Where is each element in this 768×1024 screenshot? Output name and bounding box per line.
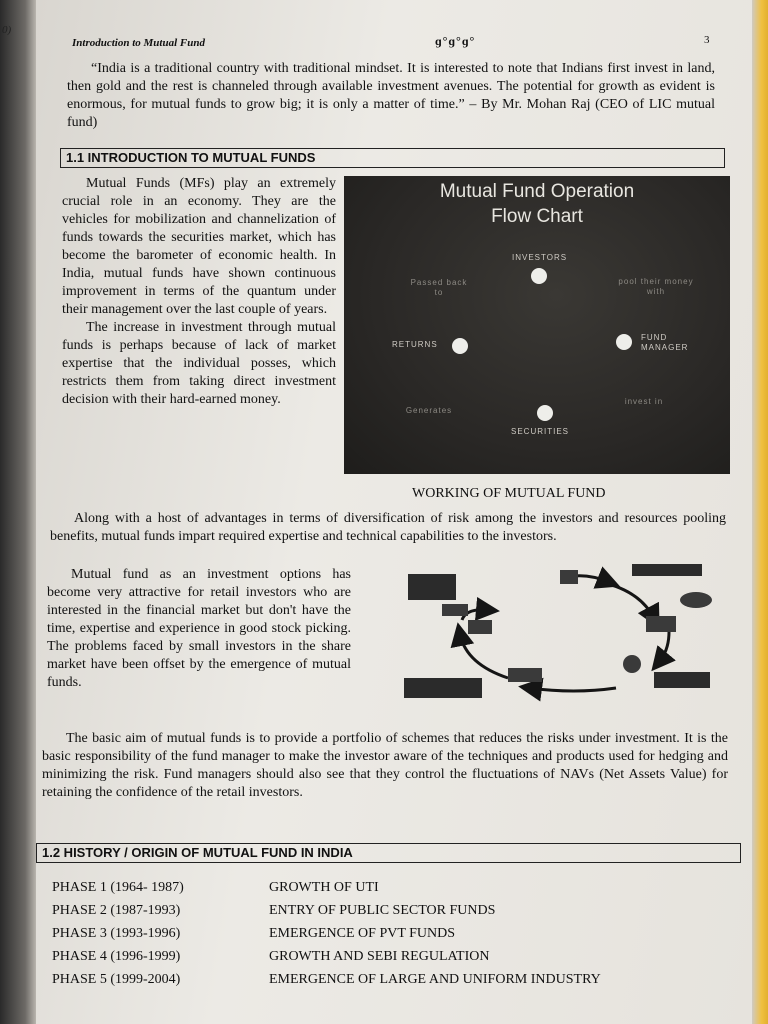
edge-label-generates: Generates	[405, 406, 453, 415]
node-investors	[531, 268, 547, 284]
securities-box	[404, 678, 482, 698]
phase-row	[52, 926, 712, 949]
savings-box	[632, 564, 702, 576]
page-number: 3	[704, 34, 710, 46]
running-header-title: Introduction to Mutual Fund	[72, 37, 205, 49]
figure-caption: WORKING OF MUTUAL FUND	[412, 486, 606, 501]
envelope-icon	[560, 570, 578, 584]
basic-aim-text: The basic aim of mutual funds is to provide a portfolio of schemes that reduces the risks under investment. It is the basic responsibility of the fund manager to make the investor aware of the techniques and products used for hedging and minimizing the risk. Fund managers should also see that they control the fluctuations of NAVs (Net Assets Value) for retaining the confidence of the retail investors.	[42, 731, 728, 800]
retail-investor-text: Mutual fund as an investment options has become very attractive for retail investors who are interested in the financial market but don't have the time, expertise and experience in good stock picking. The problems faced by small investors in the share market have been offset by the emergence of mutual funds.	[47, 567, 351, 690]
phase-row	[52, 903, 712, 926]
header-logo: ɡ°ɡ°ɡ°	[435, 34, 476, 48]
quote-text: “India is a traditional country with traditional mindset. It is interested to note that Indians first invest in land, then gold and the rest is channeled through available investment avenues. The potential for growth as evident is enormous, for mutual funds to grow big; it is only a matter of time.” – By Mr. Mohan Raj (CEO of LIC mutual fund)	[67, 61, 715, 130]
intro-paragraph-2: The increase in investment through mutual funds is perhaps because of lack of market expertise that the individual posses, which restricts them from taking direct investment decision with their hard-earned money.	[62, 320, 336, 407]
phases-list	[52, 880, 712, 995]
book-spine-left	[0, 0, 36, 1024]
phase-row	[52, 880, 712, 903]
corner-mark: 0)	[2, 24, 12, 36]
money-icon	[646, 616, 676, 632]
returns-box	[408, 574, 456, 600]
phase-description: GROWTH OF UTI	[269, 880, 379, 895]
intro-column	[62, 175, 336, 409]
node-fund-manager	[616, 334, 632, 350]
phase-name: PHASE 4 (1996-1999)	[52, 949, 181, 964]
section-heading-1-2: 1.2 HISTORY / ORIGIN OF MUTUAL FUND IN INDIA	[36, 843, 741, 863]
flow-chart-title	[344, 179, 730, 229]
node-label-returns: RETURNS	[392, 340, 438, 349]
phase-description: EMERGENCE OF PVT FUNDS	[269, 926, 456, 941]
phase-description: ENTRY OF PUBLIC SECTOR FUNDS	[269, 903, 496, 918]
edge-label-pool: pool their money with	[618, 277, 694, 296]
node-label-fund-manager: FUND MANAGER	[641, 333, 689, 352]
phase-description: EMERGENCE OF LARGE AND UNIFORM INDUSTRY	[269, 972, 601, 987]
opening-quote	[67, 60, 715, 132]
node-label-investors: INVESTORS	[512, 253, 568, 262]
mutual-fund-cycle-diagram	[404, 560, 730, 710]
node-label-securities: SECURITIES	[511, 427, 570, 436]
cash-icon	[442, 604, 468, 616]
edge-label-invest: invest in	[624, 397, 664, 406]
phase-name: PHASE 2 (1987-1993)	[52, 903, 181, 918]
flow-chart-title-line1: Mutual Fund Operation	[439, 181, 635, 202]
retail-investor-paragraph	[47, 566, 351, 692]
benefits-text: Along with a host of advantages in terms of diversification of risk among the investors and resources pooling benefits, mutual funds impart required expertise and technical capabilities to the investors.	[50, 511, 726, 544]
phase-name: PHASE 5 (1999-2004)	[52, 972, 181, 987]
stack-icon	[508, 668, 542, 682]
node-returns	[452, 338, 468, 354]
bull-icon	[468, 620, 492, 634]
phase-name: PHASE 3 (1993-1996)	[52, 926, 181, 941]
manager-box	[654, 672, 710, 688]
benefits-paragraph	[50, 510, 726, 546]
intro-paragraph-1: Mutual Funds (MFs) play an extremely crucial role in an economy. They are the vehicles for mobilization and channelization of funds towards the securities market, which has become the barometer of economic health. In India, mutual funds have shown continuous improvement in terms of the quantum under their management over the last couple of years.	[62, 176, 336, 317]
phase-row	[52, 972, 712, 995]
phase-name: PHASE 1 (1964- 1987)	[52, 880, 184, 895]
flow-chart-title-line2: Flow Chart	[491, 206, 583, 227]
amc-cloud-icon	[680, 592, 712, 608]
node-securities	[537, 405, 553, 421]
basic-aim-paragraph	[42, 730, 728, 802]
phase-row	[52, 949, 712, 972]
edge-label-passed: Passed back to	[410, 278, 468, 297]
fund-manager-icon	[623, 655, 641, 673]
page-edge-right	[752, 0, 768, 1024]
flow-chart-image	[344, 176, 730, 474]
section-heading-1-1: 1.1 INTRODUCTION TO MUTUAL FUNDS	[60, 148, 725, 168]
phase-description: GROWTH AND SEBI REGULATION	[269, 949, 490, 964]
